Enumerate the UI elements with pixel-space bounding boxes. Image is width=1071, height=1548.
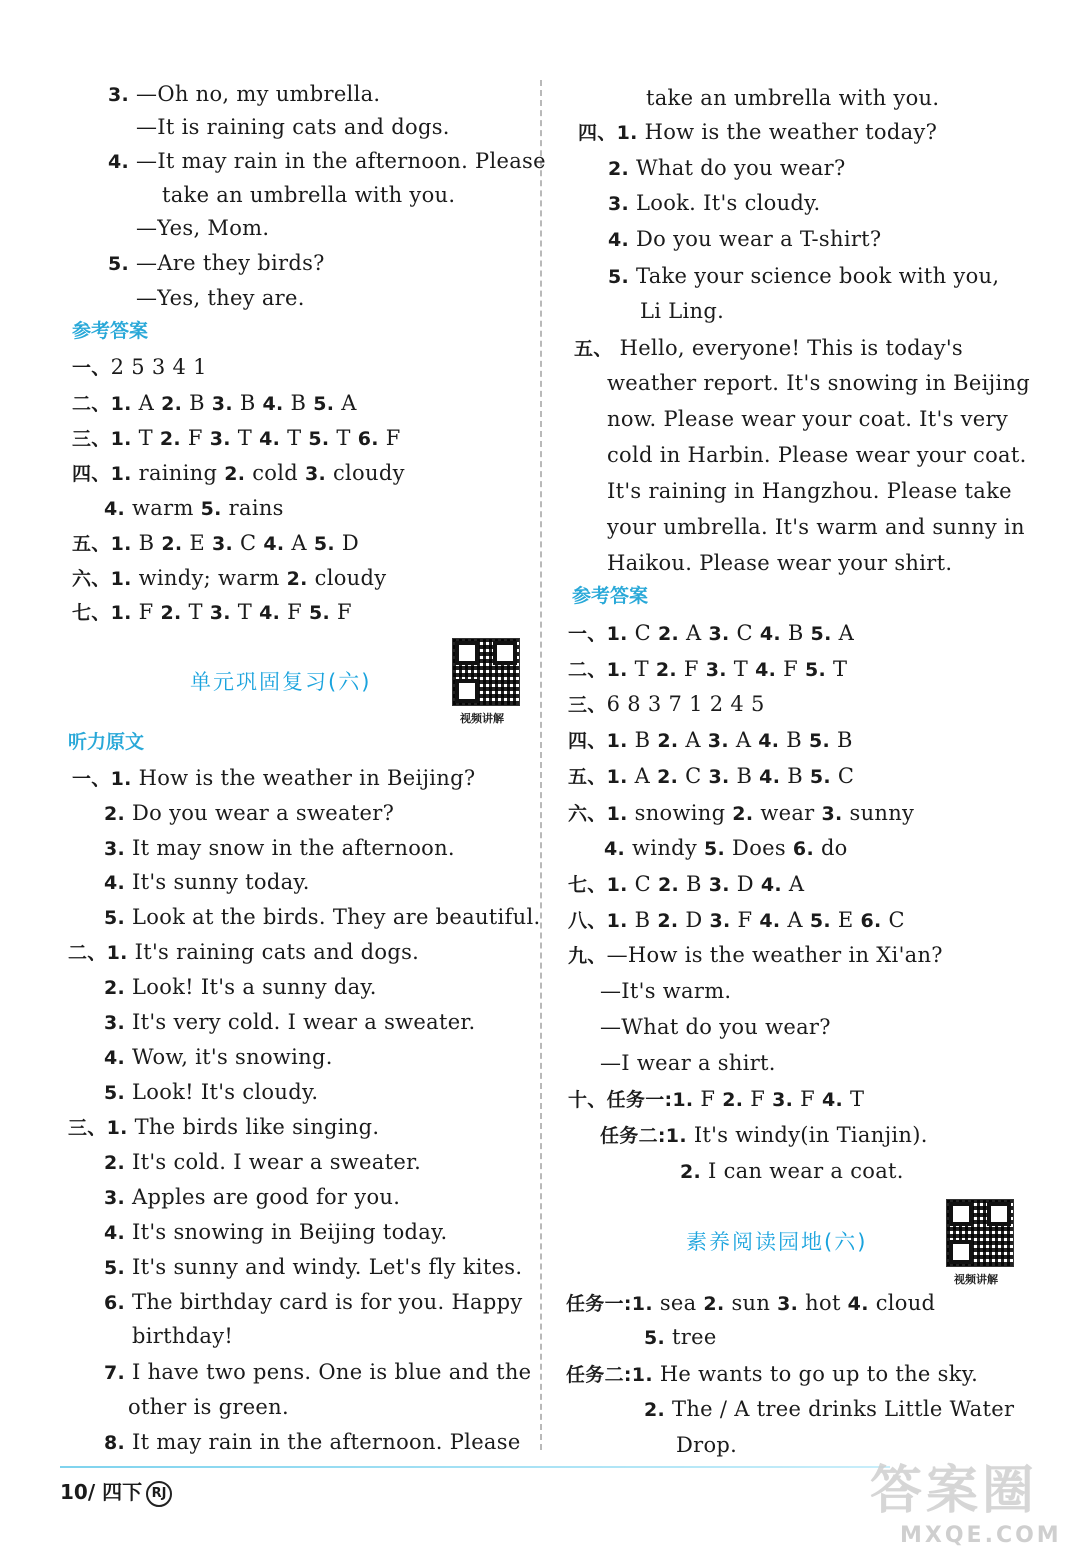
item-number: 2.	[104, 803, 126, 825]
item-number: 2.	[644, 1399, 666, 1421]
watermark-url: MXQE.COM	[900, 1523, 1062, 1548]
item-number: 4.	[262, 393, 284, 415]
item-number: 4.	[104, 498, 126, 520]
item-number: 4.	[608, 229, 630, 251]
right-text-line: 四、1. B 2. A 3. A 4. B 5. B	[568, 728, 853, 752]
page-label: 10/ 四下	[60, 1480, 143, 1504]
item-number: 六、1.	[72, 568, 132, 590]
item-number: 4.	[760, 874, 782, 896]
left-section-heading: 参考答案	[72, 320, 149, 342]
item-number: 5.	[809, 910, 831, 932]
item-number: 4.	[259, 602, 281, 624]
right-text-line: 2. What do you wear?	[608, 156, 846, 180]
item-number: 一、	[72, 357, 111, 379]
item-number: 4.	[604, 838, 626, 860]
item-number: 七、1.	[568, 874, 628, 896]
left-text-line: 三、1. T 2. F 3. T 4. T 5. T 6. F	[72, 426, 401, 450]
item-number: 一、1.	[72, 768, 132, 790]
left-text-line: —Yes, they are.	[136, 286, 305, 310]
right-text-line: —I wear a shirt.	[600, 1051, 776, 1075]
item-number: 十、任务一:1.	[568, 1089, 694, 1111]
item-number: 3.	[104, 1012, 126, 1034]
item-number: 2.	[161, 533, 183, 555]
item-number: 三、1.	[72, 428, 132, 450]
left-text-line: 四、1. raining 2. cold 3. cloudy	[72, 461, 405, 485]
item-number: 5.	[308, 428, 330, 450]
left-text-line: 7. I have two pens. One is blue and the	[104, 1360, 532, 1384]
left-text-line: 六、1. windy; warm 2. cloudy	[72, 566, 387, 590]
item-number: 3.	[777, 1293, 799, 1315]
item-number: 5.	[704, 838, 726, 860]
item-number: 三、	[568, 694, 607, 716]
left-text-line: 2. Do you wear a sweater?	[104, 801, 395, 825]
right-text-line: 2. I can wear a coat.	[680, 1159, 904, 1183]
item-number: 6.	[792, 838, 814, 860]
item-number: 2.	[703, 1293, 725, 1315]
left-text-line: 6. The birthday card is for you. Happy	[104, 1290, 523, 1314]
left-text-line: 4. It's sunny today.	[104, 870, 310, 894]
qr-finder-icon	[949, 1240, 973, 1264]
left-text-line: 5. —Are they birds?	[108, 251, 325, 275]
qr-label: 视频讲解	[954, 1273, 998, 1286]
right-text-line: 九、—How is the weather in Xi'an?	[568, 943, 943, 967]
right-text-line: now. Please wear your coat. It's very	[607, 407, 1009, 431]
item-number: 3.	[108, 84, 130, 106]
item-number: 4.	[822, 1089, 844, 1111]
item-number: 2.	[657, 766, 679, 788]
item-number: 8.	[104, 1432, 126, 1454]
item-number: 3.	[608, 193, 630, 215]
item-number: 5.	[644, 1327, 666, 1349]
unit-title: 单元巩固复习(六)	[190, 670, 372, 694]
column-divider	[540, 80, 542, 1450]
item-number: 4.	[104, 872, 126, 894]
right-text-line: 五、1. A 2. C 3. B 4. B 5. C	[568, 764, 855, 788]
left-text-line: 4. —It may rain in the afternoon. Please	[108, 149, 546, 173]
left-text-line: 3. It may snow in the afternoon.	[104, 836, 455, 860]
left-text-line: 8. It may rain in the afternoon. Please	[104, 1430, 521, 1454]
left-text-line: 3. Apples are good for you.	[104, 1185, 401, 1209]
item-number: 2.	[657, 874, 680, 896]
item-number: 4.	[759, 910, 781, 932]
item-number: 任务二:1.	[566, 1364, 653, 1386]
item-number: 5.	[810, 623, 832, 645]
left-text-line: 七、1. F 2. T 3. T 4. F 5. F	[72, 600, 352, 624]
left-text-line: 一、1. How is the weather in Beijing?	[72, 766, 476, 790]
item-number: 5.	[313, 393, 335, 415]
item-number: 6.	[860, 910, 882, 932]
left-text-line: 3. —Oh no, my umbrella.	[108, 82, 381, 106]
item-number: 四、1.	[72, 463, 132, 485]
item-number: 5.	[308, 602, 331, 624]
left-text-line: 3. It's very cold. I wear a sweater.	[104, 1010, 476, 1034]
item-number: 4.	[108, 151, 130, 173]
item-number: 5.	[104, 907, 126, 929]
left-text-line: 五、1. B 2. E 3. C 4. A 5. D	[72, 531, 359, 555]
left-text-line: 4. warm 5. rains	[104, 496, 284, 520]
item-number: 5.	[809, 730, 831, 752]
item-number: 6.	[104, 1292, 126, 1314]
qr-code-icon[interactable]	[946, 1199, 1014, 1267]
item-number: 2.	[608, 158, 630, 180]
page-number	[60, 1476, 172, 1507]
item-number: 4.	[263, 533, 285, 555]
item-number: 七、1.	[72, 602, 132, 624]
edition-badge: RJ	[146, 1481, 172, 1507]
item-number: 3.	[104, 1187, 126, 1209]
right-section-heading: 参考答案	[572, 585, 649, 607]
item-number: 2.	[224, 463, 246, 485]
right-text-line: 五、 Hello, everyone! This is today's	[574, 336, 964, 360]
right-text-line: 4. Do you wear a T-shirt?	[608, 227, 882, 251]
right-text-line: 十、任务一:1. F 2. F 3. F 4. T	[568, 1087, 865, 1111]
item-number: 2.	[655, 659, 677, 681]
item-number: 3.	[211, 393, 233, 415]
right-text-line: Haikou. Please wear your shirt.	[607, 551, 953, 575]
right-text-line: weather report. It's snowing in Beijing	[607, 371, 1031, 395]
item-number: 3.	[304, 463, 326, 485]
item-number: 任务一:1.	[566, 1293, 653, 1315]
right-text-line: It's raining in Hangzhou. Please take	[607, 479, 1012, 503]
left-section-heading: 听力原文	[68, 731, 145, 753]
footer-rule	[60, 1466, 890, 1468]
item-number: 4.	[847, 1293, 869, 1315]
item-number: 2.	[722, 1089, 744, 1111]
right-text-line: 5. tree	[644, 1325, 717, 1349]
right-text-line: Drop.	[676, 1433, 738, 1457]
qr-code-icon[interactable]	[452, 638, 520, 706]
item-number: 3.	[209, 428, 231, 450]
right-text-line: 四、1. How is the weather today?	[578, 120, 938, 144]
left-text-line: —It is raining cats and dogs.	[136, 115, 450, 139]
watermark-logo: 答案圈	[870, 1461, 1039, 1521]
item-number: 2.	[286, 568, 308, 590]
item-number: 3.	[707, 730, 729, 752]
right-text-line: 六、1. snowing 2. wear 3. sunny	[568, 801, 915, 825]
left-text-line: —Yes, Mom.	[136, 216, 270, 240]
right-text-line: 八、1. B 2. D 3. F 4. A 5. E 6. C	[568, 908, 905, 932]
item-number: 2.	[732, 803, 754, 825]
left-text-line: 二、1. A 2. B 3. B 4. B 5. A	[72, 391, 357, 415]
right-text-line: 5. Take your science book with you,	[608, 264, 1000, 288]
right-text-line: your umbrella. It's warm and sunny in	[607, 515, 1025, 539]
item-number: 3.	[104, 838, 126, 860]
left-text-line: 4. Wow, it's snowing.	[104, 1045, 333, 1069]
right-text-line: 2. The / A tree drinks Little Water	[644, 1397, 1015, 1421]
right-text-line: cold in Harbin. Please wear your coat.	[607, 443, 1027, 467]
item-number: 4.	[759, 623, 781, 645]
item-number: 2.	[161, 393, 183, 415]
item-number: 2.	[680, 1161, 702, 1183]
item-number: 任务二:1.	[600, 1125, 687, 1147]
right-text-line: —It's warm.	[600, 979, 732, 1003]
left-text-line: 一、2 5 3 4 1	[72, 355, 207, 379]
left-text-line: 2. Look! It's a sunny day.	[104, 975, 377, 999]
item-number: 二、1.	[568, 659, 628, 681]
item-number: 4.	[755, 659, 777, 681]
right-text-line: 4. windy 5. Does 6. do	[604, 836, 848, 860]
right-text-line: 任务一:1. sea 2. sun 3. hot 4. cloud	[566, 1291, 936, 1315]
item-number: 八、1.	[568, 910, 628, 932]
item-number: 3.	[708, 766, 730, 788]
item-number: 3.	[708, 874, 730, 896]
item-number: 4.	[104, 1047, 126, 1069]
right-text-line: 3. Look. It's cloudy.	[608, 191, 821, 215]
item-number: 九、	[568, 945, 607, 967]
right-text-line: take an umbrella with you.	[646, 86, 940, 110]
item-number: 2.	[657, 623, 680, 645]
right-text-line: Li Ling.	[640, 299, 725, 323]
item-number: 5.	[804, 659, 827, 681]
item-number: 5.	[104, 1082, 126, 1104]
item-number: 7.	[104, 1362, 126, 1384]
left-text-line: 4. It's snowing in Beijing today.	[104, 1220, 448, 1244]
item-number: 5.	[104, 1257, 126, 1279]
item-number: 6.	[357, 428, 379, 450]
item-number: 四、1.	[568, 730, 628, 752]
item-number: 2.	[657, 910, 679, 932]
item-number: 3.	[708, 623, 730, 645]
left-text-line: 5. Look! It's cloudy.	[104, 1080, 319, 1104]
item-number: 四、1.	[578, 122, 638, 144]
left-text-line: 5. Look at the birds. They are beautiful.	[104, 905, 541, 929]
item-number: 5.	[200, 498, 222, 520]
item-number: 2.	[160, 602, 182, 624]
right-text-line: —What do you wear?	[600, 1015, 831, 1039]
item-number: 二、1.	[68, 942, 128, 964]
item-number: 3.	[209, 602, 231, 624]
qr-label: 视频讲解	[460, 712, 504, 725]
left-text-line: 5. It's sunny and windy. Let's fly kites.	[104, 1255, 523, 1279]
item-number: 五、1.	[72, 533, 132, 555]
left-text-line: birthday!	[132, 1324, 234, 1348]
item-number: 5.	[313, 533, 335, 555]
right-text-line: 二、1. T 2. F 3. T 4. F 5. T	[568, 657, 848, 681]
right-text-line: 一、1. C 2. A 3. C 4. B 5. A	[568, 621, 855, 645]
watermark	[870, 1448, 1062, 1548]
item-number: 3.	[772, 1089, 794, 1111]
item-number: 3.	[821, 803, 843, 825]
unit-title: 素养阅读园地(六)	[686, 1230, 868, 1254]
item-number: 2.	[104, 977, 126, 999]
left-text-line: other is green.	[128, 1395, 289, 1419]
item-number: 5.	[608, 266, 630, 288]
item-number: 二、1.	[72, 393, 132, 415]
item-number: 2.	[657, 730, 679, 752]
item-number: 2.	[159, 428, 181, 450]
item-number: 4.	[758, 730, 780, 752]
item-number: 五、1.	[568, 766, 628, 788]
right-text-line: 任务二:1. It's windy(in Tianjin).	[600, 1123, 928, 1147]
right-text-line: 七、1. C 2. B 3. D 4. A	[568, 872, 805, 896]
item-number: 2.	[104, 1152, 126, 1174]
item-number: 4.	[759, 766, 781, 788]
item-number: 一、1.	[568, 623, 628, 645]
item-number: 5.	[108, 253, 130, 275]
item-number: 3.	[705, 659, 727, 681]
item-number: 3.	[211, 533, 234, 555]
right-text-line: 三、6 8 3 7 1 2 4 5	[568, 692, 765, 716]
item-number: 三、1.	[68, 1117, 128, 1139]
item-number: 六、1.	[568, 803, 628, 825]
item-number: 3.	[709, 910, 731, 932]
item-number: 4.	[259, 428, 281, 450]
right-text-line: 任务二:1. He wants to go up to the sky.	[566, 1362, 979, 1386]
left-text-line: 三、1. The birds like singing.	[68, 1115, 380, 1139]
item-number: 5.	[809, 766, 831, 788]
left-text-line: 2. It's cold. I wear a sweater.	[104, 1150, 422, 1174]
left-text-line: 二、1. It's raining cats and dogs.	[68, 940, 420, 964]
item-number: 五、	[574, 338, 613, 360]
left-text-line: take an umbrella with you.	[162, 183, 456, 207]
qr-finder-icon	[455, 679, 479, 703]
item-number: 4.	[104, 1222, 126, 1244]
